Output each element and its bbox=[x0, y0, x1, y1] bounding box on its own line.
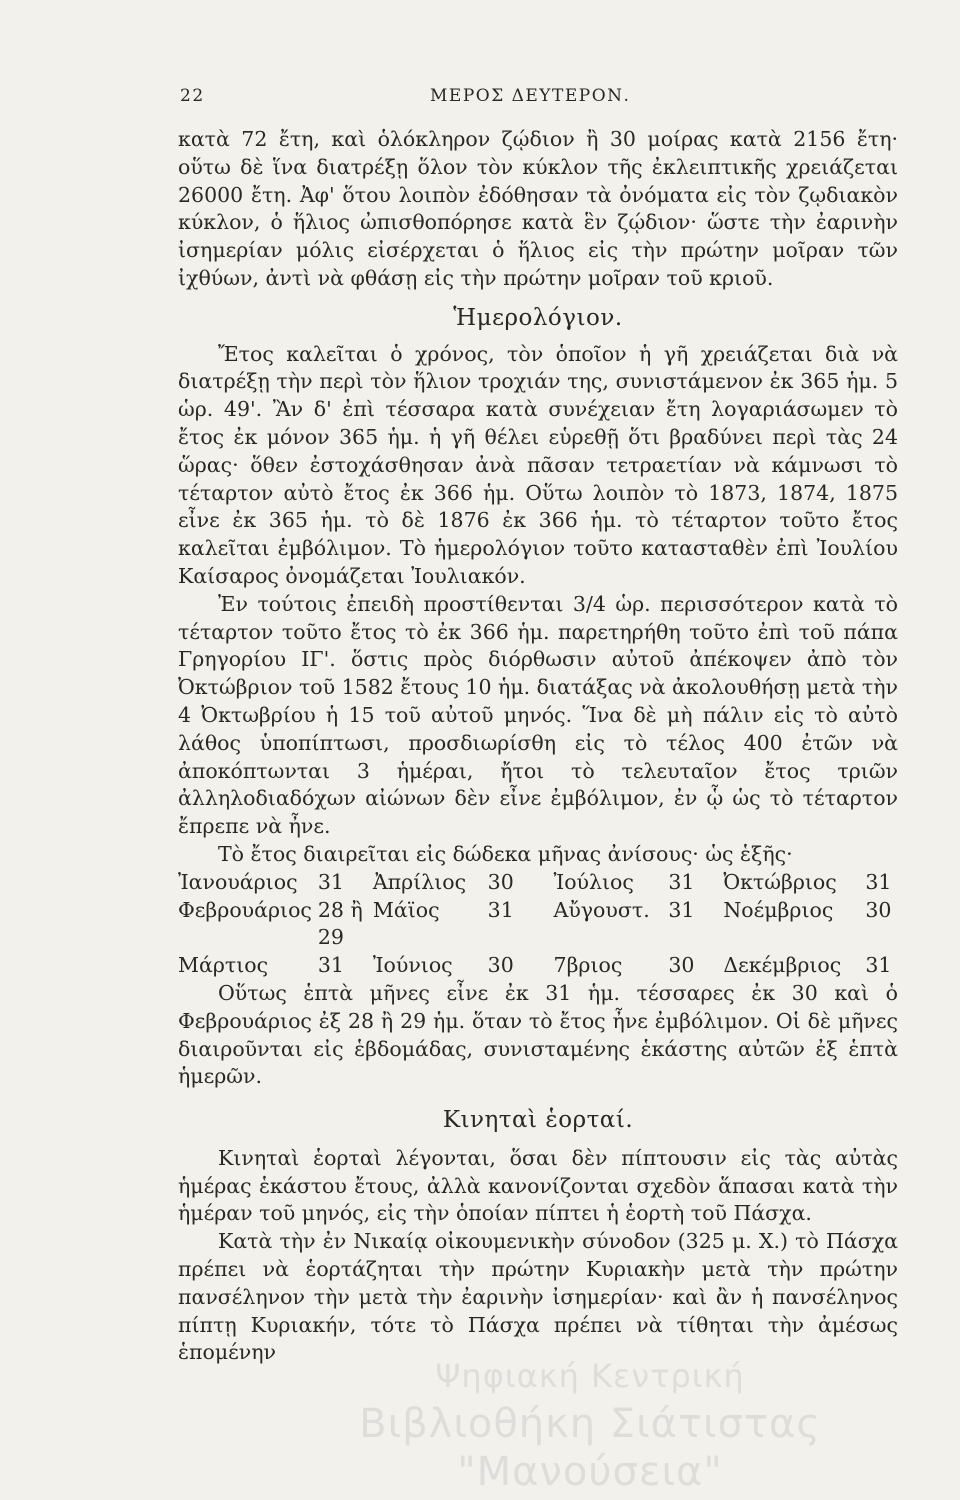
watermark-line-2: Βιβλιοθήκη Σιάτιστας "Μανούσεια" bbox=[359, 1401, 821, 1495]
month-days: 30 bbox=[487, 953, 514, 978]
month-name: 7βριος bbox=[553, 953, 623, 978]
page-number: 22 bbox=[180, 86, 205, 106]
paragraph-gregorian: Ἐν τούτοις ἐπειδὴ προστίθενται 3/4 ὡρ. περισσότερον κατὰ τὸ τέταρτον τοῦτο ἔτος τὸ ἐκ 366 ἡμ. παρετηρήθη τοῦτο ἐπὶ τοῦ πάπα Γρηγορίου ΙΓ'. ὅστις πρὸς διόρθωσιν αὐτοῦ ἀπέκοψεν ἀπὸ τὸν Ὀκτώβριον τοῦ 1582 ἔτους 10 ἡμ. διατάξας νὰ ἀκολουθήσῃ μετὰ τὴν 4 Ὀκτωβρίου ἡ 15 τοῦ αὐτοῦ μηνός. Ἵνα δὲ μὴ πάλιν εἰς τὸ αὐτὸ λάθος ὑποπίπτωσι, προσδιωρίσθη εἰς τὸ τέλος 400 ἐτῶν νὰ ἀποκόπτωνται 3 ἡμέραι, ἤτοι τὸ τελευταῖον ἔτος τριῶν ἀλληλοδιαδόχων αἰώνων δὲν εἶνε ἐμβόλιμον, ἐν ᾧ ὡς τὸ τέταρτον ἔπρεπε νὰ ἦνε. bbox=[178, 591, 898, 839]
paragraph-months-note: Οὕτως ἑπτὰ μῆνες εἶνε ἐκ 31 ἡμ. τέσσαρες ἐκ 30 καὶ ὁ Φεβρουάριος ἐξ 28 ἢ 29 ἡμ. ὅταν τὸ ἔτος ἦνε ἐμβόλιμον. Οἱ δὲ μῆνες διαιροῦνται εἰς ἑβδομάδας, συνισταμένης ἑκάστης αὐτῶν ἐξ ἑπτὰ ἡμερῶν. bbox=[178, 980, 898, 1089]
month-days: 31 bbox=[487, 897, 514, 922]
month-days: 30 bbox=[668, 953, 695, 978]
month-days: 31 bbox=[317, 953, 344, 978]
month-days: 30 bbox=[487, 869, 514, 894]
month-name: Νοέμβριος bbox=[723, 897, 834, 922]
month-name: Ἰούλιος bbox=[553, 869, 634, 894]
watermark-line-1: Ψηφιακή Κεντρική bbox=[435, 1357, 745, 1395]
heading-movable-feasts: Κινηταὶ ἑορταί. bbox=[442, 1107, 634, 1134]
month-days: 31 bbox=[668, 869, 695, 894]
page-body bbox=[178, 126, 898, 1367]
month-days: 31 bbox=[865, 953, 892, 978]
month-days: 30 bbox=[865, 897, 892, 922]
month-name: Ἀπρίλιος bbox=[372, 869, 467, 894]
month-name: Αὔγουστ. bbox=[553, 897, 650, 922]
paragraph-movable-feasts: Κινηταὶ ἑορταὶ λέγονται, ὅσαι δὲν πίπτουσιν εἰς τὰς αὐτὰς ἡμέρας ἑκάστου ἔτους, ἀλλὰ κανονίζονται σχεδὸν ἅπασαι κατὰ τὴν ἡμέραν τοῦ μηνός, εἰς τὴν ὁποίαν πίπτει ἡ ἑορτὴ τοῦ Πάσχα. bbox=[178, 1145, 898, 1226]
month-name: Ἰανουάριος bbox=[178, 869, 298, 894]
paragraph-months-intro: Τὸ ἔτος διαιρεῖται εἰς δώδεκα μῆνας ἀνίσους· ὡς ἑξῆς· bbox=[218, 841, 793, 866]
library-watermark bbox=[230, 1352, 950, 1496]
running-head: ΜΕΡΟΣ ΔΕΥΤΕΡΟΝ. bbox=[430, 86, 631, 106]
paragraph-year: Ἔτος καλεῖται ὁ χρόνος, τὸν ὁποῖον ἡ γῆ χρειάζεται διὰ νὰ διατρέξῃ τὴν περὶ τὸν ἥλιον τροχιάν της, συνιστάμενον ἐκ 365 ἡμ. 5 ὡρ. 49'. Ἂν δ' ἐπὶ τέσσαρα κατὰ συνέχειαν ἔτη λογαριάσωμεν τὸ ἔτος ἐκ μόνον 365 ἡμ. ἡ γῆ θέλει εὑρεθῇ ὅτι βραδύνει περὶ τὰς 24 ὥρας· ὅθεν ἐστοχάσθησαν ἀνὰ πᾶσαν τετραετίαν νὰ κάμνωσι τὸ τέταρτον αὐτὸ ἔτος ἐκ 366 ἡμ. Οὕτω λοιπὸν τὸ 1873, 1874, 1875 εἶνε ἐκ 365 ἡμ. τὸ δὲ 1876 ἐκ 366 ἡμ. τὸ τέταρτον τοῦτο ἔτος καλεῖται ἐμβόλιμον. Τὸ ἡμερολόγιον τοῦτο κατασταθὲν ἐπὶ Ἰουλίου Καίσαρος ὀνομάζεται Ἰουλιακόν. bbox=[178, 341, 898, 588]
month-name: Δεκέμβριος bbox=[723, 953, 842, 978]
month-days: 31 bbox=[865, 869, 892, 894]
month-days: 28 ἢ 29 bbox=[317, 897, 363, 950]
month-days: 31 bbox=[317, 869, 344, 894]
month-name: Μάϊος bbox=[372, 897, 440, 922]
page-header bbox=[180, 86, 810, 116]
month-name: Μάρτιος bbox=[178, 953, 269, 978]
month-name: Ὀκτώβριος bbox=[723, 869, 837, 894]
months-table bbox=[178, 869, 898, 980]
paragraph-precession: κατὰ 72 ἔτη, καὶ ὁλόκληρον ζῴδιον ἢ 30 μοίρας κατὰ 2156 ἔτη· οὕτω δὲ ἵνα διατρέξῃ ὅλον τὸν κύκλον τῆς ἐκλειπτικῆς χρειάζεται 26000 ἔτη. Ἀφ' ὅτου λοιπὸν ἐδόθησαν τὰ ὀνόματα εἰς τὸν ζῳδιακὸν κύκλον, ὁ ἥλιος ὠπισθοπόρησε κατὰ ἓν ζῴδιον· ὥστε τὴν ἐαρινὴν ἰσημερίαν μόλις εἰσέρχεται ὁ ἥλιος εἰς τὴν πρώτην μοῖραν τῶν ἰχθύων, ἀντὶ νὰ φθάσῃ εἰς τὴν πρώτην μοῖραν τοῦ κριοῦ. bbox=[178, 127, 898, 290]
month-name: Ἰούνιος bbox=[372, 953, 453, 978]
month-name: Φεβρουάριος bbox=[178, 897, 312, 922]
paragraph-nicaea: Κατὰ τὴν ἐν Νικαίᾳ οἰκουμενικὴν σύνοδον (325 μ. Χ.) τὸ Πάσχα πρέπει νὰ ἑορτάζηται τὴν πρώτην Κυριακὴν μετὰ τὴν πρώτην πανσέληνον τὴν μετὰ τὴν ἐαρινὴν ἰσημερίαν· καὶ ἂν ἡ πανσέληνος πίπτῃ Κυριακήν, τότε τὸ Πάσχα πρέπει νὰ τίθηται τὴν ἀμέσως ἑπομένην bbox=[178, 1229, 898, 1365]
month-days: 31 bbox=[668, 897, 695, 922]
heading-calendar: Ἡμερολόγιον. bbox=[453, 304, 623, 331]
